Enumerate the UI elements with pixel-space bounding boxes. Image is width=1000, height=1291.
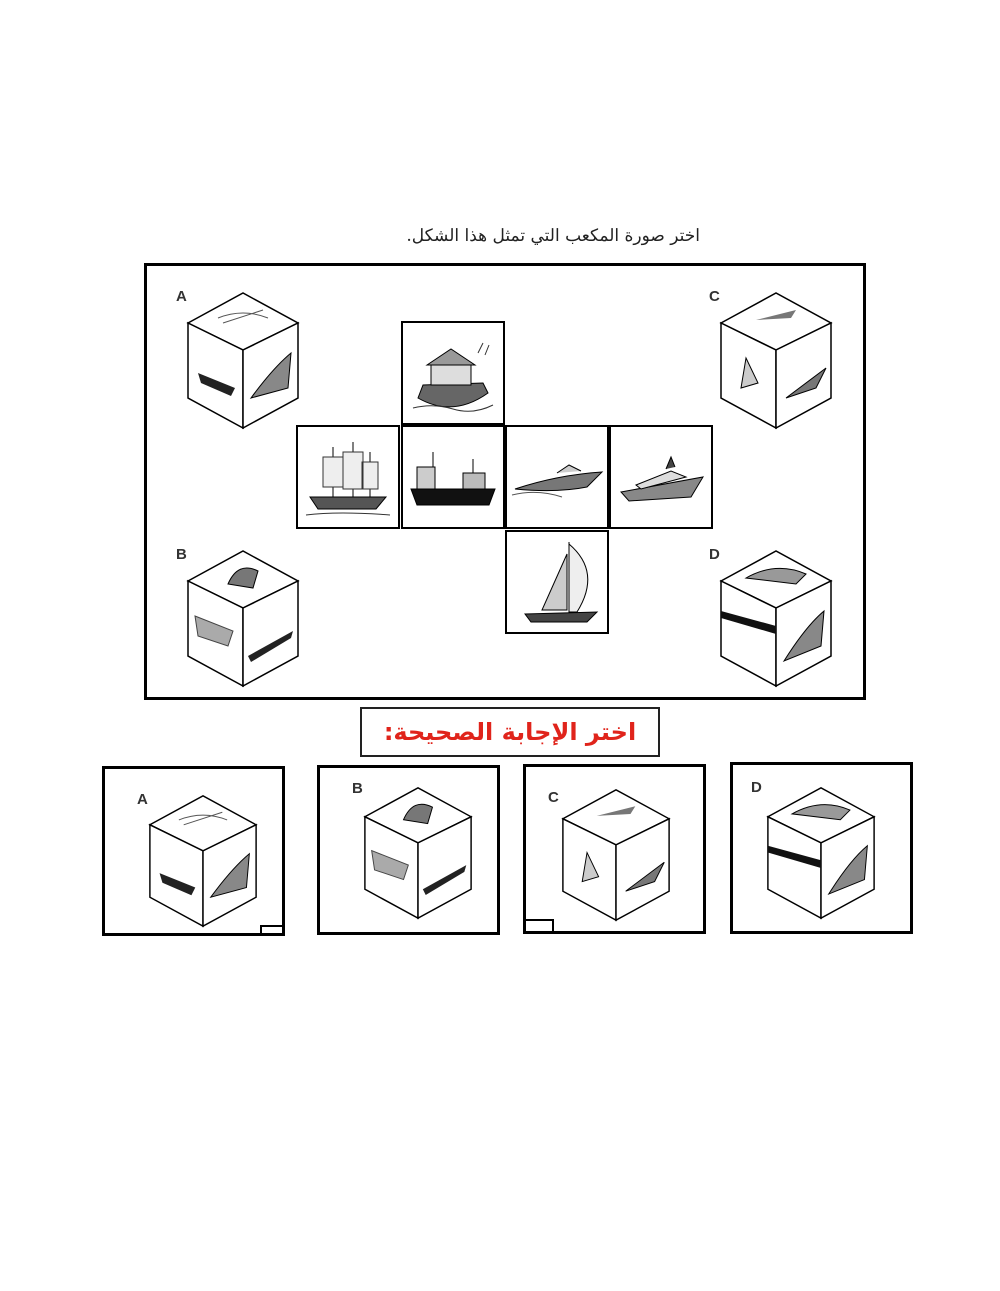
figure-option-d-cube xyxy=(716,546,836,691)
choice-c-cube xyxy=(556,785,676,925)
choice-d-letter: D xyxy=(751,779,762,796)
choice-b-letter: B xyxy=(352,780,363,797)
net-face-right1 xyxy=(505,425,609,529)
figure-option-b-cube xyxy=(183,546,303,691)
speedboat-icon xyxy=(507,427,607,527)
figure-option-c-letter: C xyxy=(709,288,720,305)
net-face-top xyxy=(401,321,505,425)
choice-d[interactable] xyxy=(730,762,913,934)
net-face-right2 xyxy=(609,425,713,529)
figure-option-c-cube xyxy=(716,288,836,433)
choice-c[interactable] xyxy=(523,764,706,934)
choice-b[interactable] xyxy=(317,765,500,935)
choice-c-corner-box xyxy=(524,919,554,933)
choice-d-cube xyxy=(761,783,881,923)
cargo-ship-icon xyxy=(403,427,503,527)
ark-boat-icon xyxy=(403,323,503,423)
choice-a-cube xyxy=(143,791,263,931)
net-face-center xyxy=(401,425,505,529)
net-face-bottom xyxy=(505,530,609,634)
answer-prompt: اختر الإجابة الصحيحة: xyxy=(360,707,660,757)
choice-a[interactable] xyxy=(102,766,285,936)
choice-c-letter: C xyxy=(548,789,559,806)
sailing-ship-icon xyxy=(298,427,398,527)
figure-option-d-letter: D xyxy=(709,546,720,563)
net-face-left xyxy=(296,425,400,529)
yacht-icon xyxy=(611,427,711,527)
question-text: اختر صورة المكعب التي تمثل هذا الشكل. xyxy=(406,226,700,246)
choice-a-letter: A xyxy=(137,791,148,808)
choice-b-cube xyxy=(358,783,478,923)
figure-option-a-letter: A xyxy=(176,288,187,305)
choice-a-corner-box xyxy=(260,925,284,935)
figure-option-a-cube xyxy=(183,288,303,433)
sailboat-icon xyxy=(507,532,607,632)
figure-option-b-letter: B xyxy=(176,546,187,563)
